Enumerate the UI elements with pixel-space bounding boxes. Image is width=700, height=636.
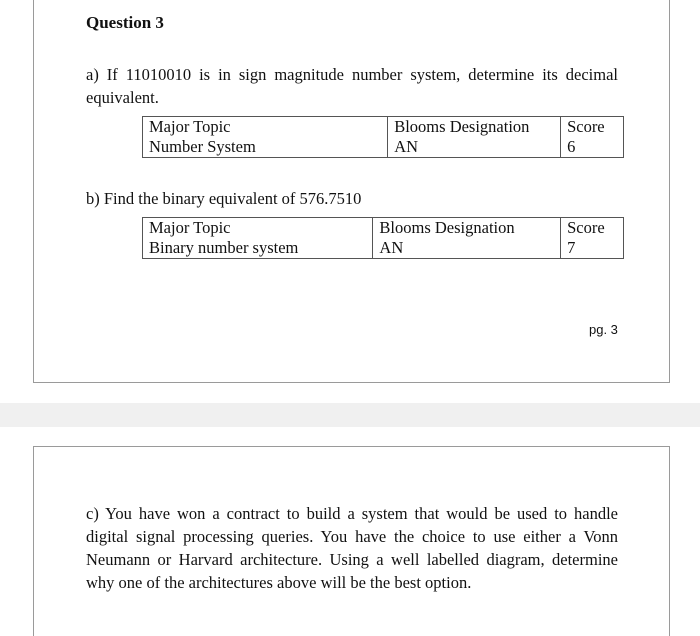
blooms-designation-value: AN	[388, 137, 561, 158]
score-value: 6	[561, 137, 624, 158]
blooms-designation-value: AN	[373, 238, 561, 259]
page-number: pg. 3	[589, 322, 618, 337]
page-separator	[0, 403, 700, 427]
blooms-designation-header: Blooms Designation	[388, 117, 561, 138]
part-a-info-table	[142, 116, 624, 158]
major-topic-value: Binary number system	[143, 238, 373, 259]
table-value-row	[143, 137, 624, 158]
part-a-question: a) If 11010010 is in sign magnitude number system, determine its decimal equivalent.	[86, 65, 618, 107]
table-value-row	[143, 238, 624, 259]
major-topic-value: Number System	[143, 137, 388, 158]
part-b-question: b) Find the binary equivalent of 576.7510	[86, 189, 362, 208]
score-header: Score	[561, 218, 624, 239]
part-c-question: c) You have won a contract to build a system that would be used to handle digital signal processing queries. You have the choice to use either a Vonn Neumann or Harvard architecture. Using a well labelled diagram, determine why one of the architectures above will be the best option.	[86, 504, 618, 592]
major-topic-header: Major Topic	[143, 218, 373, 239]
question-title: Question 3	[86, 13, 164, 32]
major-topic-header: Major Topic	[143, 117, 388, 138]
score-value: 7	[561, 238, 624, 259]
table-header-row	[143, 117, 624, 138]
table-header-row	[143, 218, 624, 239]
part-b-info-table	[142, 217, 624, 259]
blooms-designation-header: Blooms Designation	[373, 218, 561, 239]
score-header: Score	[561, 117, 624, 138]
